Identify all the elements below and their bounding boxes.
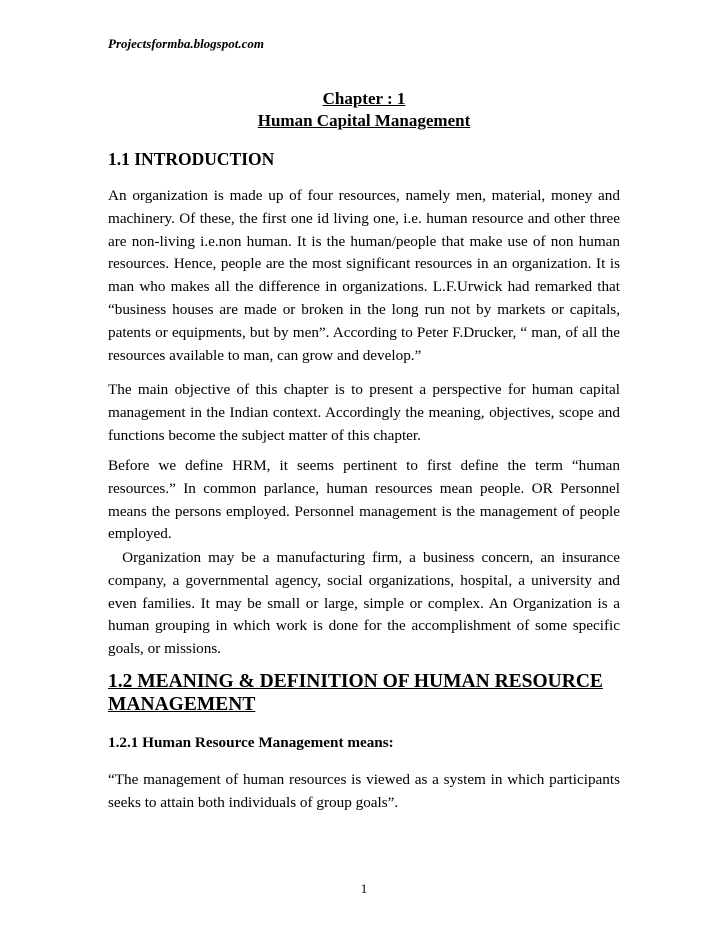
source-header: Projectsformba.blogspot.com (108, 36, 264, 51)
hrm-subheading: 1.2.1 Human Resource Management means: (108, 734, 394, 751)
page-number: 1 (360, 881, 368, 896)
paragraph-objective: The main objective of this chapter is to present a perspective for human capital management in the Indian context. Accordingly the meaning, objectives, scope and functions become the subject matter of this chapter. (108, 381, 620, 444)
intro-heading: 1.1 INTRODUCTION (108, 149, 275, 169)
paragraph-organization: Organization may be a manufacturing firm, a business concern, an insurance company, a governmental agency, social organizations, hospital, a university and even families. It may be small or large, simple or complex. An Organization is a human grouping in which work is done for the accomplishment of some specific goals, or missions. (108, 549, 620, 658)
meaning-heading: 1.2 MEANING & DEFINITION OF HUMAN RESOURCE MANAGEMENT (108, 671, 603, 715)
paragraph-definition: “The management of human resources is viewed as a system in which participants seeks to attain both individuals of group goals”. (108, 771, 620, 811)
chapter-number: Chapter : 1 (322, 89, 406, 108)
chapter-title: Human Capital Management (257, 111, 471, 130)
paragraph-resources: An organization is made up of four resources, namely men, material, money and machinery. Of these, the first one id living one, i.e. human resource and other three are non-living i.e.non human. It is the human/people that make use of non human resources. Hence, people are the most significant resources in an organization. It is man who makes all the difference in organizations. L.F.Urwick had remarked that “business houses are made or broken in the long run not by markets or capitals, patents or equipments, but by men”. According to Peter F.Drucker, “ man, of all the resources available to man, can grow and develop.” (108, 187, 620, 364)
paragraph-human-resources: Before we define HRM, it seems pertinent to first define the term “human resources.” In common parlance, human resources mean people. OR Personnel means the persons employed. Personnel management is the management of people employed. (108, 457, 620, 543)
